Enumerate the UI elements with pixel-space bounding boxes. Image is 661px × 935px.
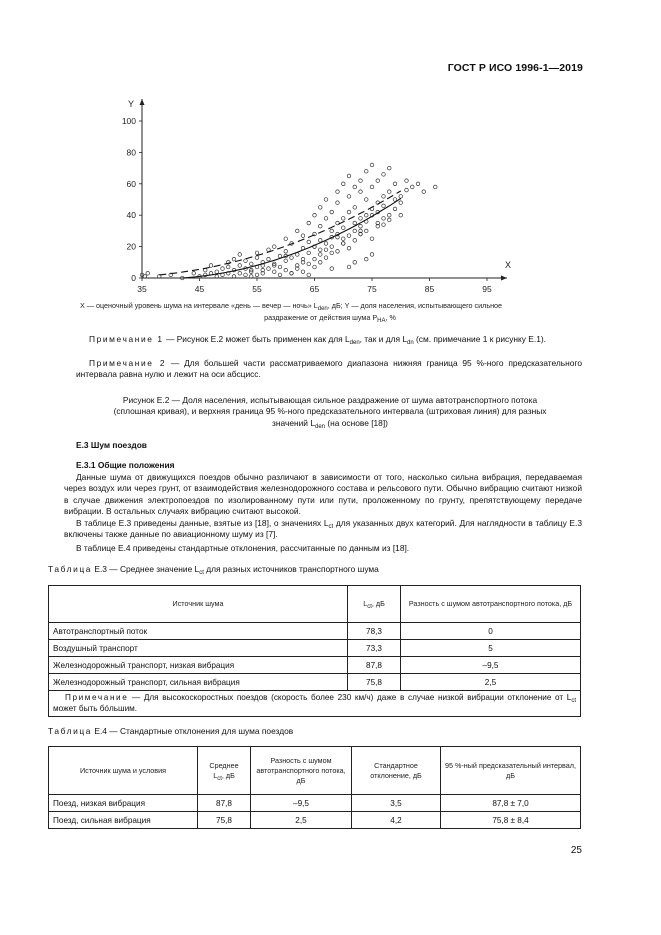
data-point: [382, 217, 386, 221]
data-point: [278, 273, 282, 277]
data-point: [341, 182, 345, 186]
data-point: [232, 257, 236, 261]
y-tick-label: 20: [126, 241, 136, 252]
data-point: [405, 179, 409, 183]
data-point: [387, 190, 391, 194]
x-tick-label: 45: [194, 284, 205, 294]
data-point: [330, 245, 334, 249]
data-point: [330, 251, 334, 255]
data-point: [364, 169, 368, 173]
figure-title: Рисунок Е.2 — Доля населения, испытывающая сильное раздражение от шума автотранспортного потока (сплошная кривая), и верхняя граница 95 %-ного предсказательного интервала (штриховая линия) для разных значений $L_{den}$ (на основе [18]): [113, 395, 547, 430]
data-point: [353, 185, 357, 189]
table-row: Поезд, низкая вибрация 87,8 –9,5 3,5 87,8 ± 7,0: [49, 795, 581, 812]
data-point: [244, 273, 248, 277]
table-row: Воздушный транспорт 73,3 5: [49, 640, 581, 657]
data-point: [399, 201, 403, 205]
data-point: [341, 237, 345, 241]
y-tick-label: 0: [131, 273, 136, 283]
data-point: [255, 256, 259, 260]
data-point: [341, 217, 345, 221]
data-point: [301, 270, 305, 274]
data-point: [278, 254, 282, 258]
data-point: [370, 253, 374, 257]
data-point: [387, 166, 391, 170]
data-point: [353, 221, 357, 225]
data-point: [376, 179, 380, 183]
figure-caption-axes: X — оценочный уровень шума на интервале «день — вечер — ночь» $L_{den}$, дБ; Y — доля населения, испытывающего сильное: [80, 301, 503, 312]
data-point: [209, 264, 213, 268]
data-point: [272, 245, 276, 249]
data-point: [353, 229, 357, 233]
data-point: [318, 261, 322, 265]
data-point: [399, 195, 403, 199]
upper-bound-curve: [159, 191, 400, 275]
data-point: [387, 218, 391, 222]
data-point: [370, 163, 374, 167]
data-point: [324, 248, 328, 252]
data-point: [382, 223, 386, 227]
x-tick-label: 85: [424, 284, 435, 294]
y-axis-arrow: [140, 99, 145, 105]
table-e3-header-source: Источник шума: [49, 586, 348, 623]
data-point: [244, 259, 248, 263]
note-1: Примечание 1 — Рисунок Е.2 может быть применен как для $L_{den}$, так и для $L_{dn}$ (см. примечание 1 к рисунку Е.1).: [89, 334, 546, 346]
data-point: [307, 221, 311, 225]
data-point: [318, 239, 322, 243]
x-tick-label: 55: [252, 284, 262, 294]
data-point: [284, 250, 288, 254]
noise-annoyance-scatter-chart: [60, 86, 520, 296]
table-e3-header-lct: $L_{ct}$, дБ: [348, 586, 401, 623]
data-point: [370, 185, 374, 189]
data-point: [347, 174, 351, 178]
data-point: [318, 224, 322, 228]
data-point: [330, 267, 334, 271]
note-2: Примечание 2 — Для большей части рассматриваемого диапазона нижняя граница 95 %-ного предсказательного интервала равна нулю и лежит на оси абсцисс.: [76, 358, 582, 380]
table-e4-header-interval: 95 %-ный предсказательный интервал, дБ: [441, 747, 581, 795]
data-point: [382, 204, 386, 208]
table-e3-header-diff: Разность с шумом автотранспортного потока, дБ: [401, 586, 581, 623]
data-point: [324, 198, 328, 202]
data-point: [313, 265, 317, 269]
data-point: [336, 190, 340, 194]
data-point: [347, 246, 351, 250]
data-point: [359, 217, 363, 221]
standard-header: ГОСТ Р ИСО 1996-1—2019: [447, 62, 583, 74]
paragraph-1: Данные шума от движущихся поездов обычно различают в зависимости от того, насколько сильна вибрация, передаваемая через воздух или через грунт, от взаимодействия железнодорожного состава и рельсового пути. Обычно вибрацию считают низкой в случае движения электропоездов по изолированному пути или пути, проложенному по грунту, препятствующему передаче вибрации. В остальных случаях вибрацию считают высокой.: [64, 472, 582, 517]
table-row: Железнодорожный транспорт, низкая вибрация 87,8 –9,5: [49, 657, 581, 674]
y-tick-label: 40: [126, 210, 136, 221]
data-point: [353, 261, 357, 265]
data-point: [238, 271, 242, 275]
table-e4-header-diff: Разность с шумом автотранспортного потока, дБ: [251, 747, 352, 795]
table-row: Поезд, сильная вибрация 75,8 2,5 4,2 75,8 ± 8,4: [49, 812, 581, 829]
data-point: [364, 229, 368, 233]
data-point: [272, 270, 276, 274]
figure-caption-axes-line2: раздражение от действия шума $P_{HA}$, %: [264, 313, 396, 324]
data-point: [364, 198, 368, 202]
data-point: [238, 264, 242, 268]
data-point: [324, 256, 328, 260]
table-e4-header-source: Источник шума и условия: [49, 747, 198, 795]
data-point: [410, 185, 414, 189]
data-point: [433, 185, 437, 189]
y-axis-label: Y: [128, 99, 135, 109]
data-point: [359, 190, 363, 194]
data-point: [347, 210, 351, 214]
data-point: [318, 253, 322, 257]
table-e4: [48, 746, 581, 829]
x-axis-arrow: [501, 276, 507, 281]
data-point: [238, 253, 242, 257]
data-point: [226, 265, 230, 269]
section-heading: Е.3 Шум поездов: [76, 440, 147, 450]
data-point: [364, 213, 368, 217]
table-row: Железнодорожный транспорт, сильная вибрация 75,8 2,5: [49, 674, 581, 691]
paragraph-3: В таблице Е.4 приведены стандартные отклонения, рассчитанные по данным из [18].: [76, 543, 410, 553]
data-point: [249, 262, 253, 266]
data-point: [307, 273, 311, 277]
table-e4-header-mean: Среднее $L_{ct}$, дБ: [198, 747, 251, 795]
data-point: [313, 213, 317, 217]
data-point: [307, 240, 311, 244]
data-point: [399, 213, 403, 217]
data-point: [330, 210, 334, 214]
data-point: [146, 271, 150, 275]
table-e3-title: Таблица Е.3 — Среднее значение $L_{ct}$ для разных источников транспортного шума: [48, 564, 379, 576]
x-tick-label: 95: [482, 284, 492, 294]
data-point: [192, 271, 196, 275]
y-tick-label: 80: [126, 147, 136, 158]
data-point: [255, 273, 259, 277]
data-point: [387, 213, 391, 217]
subsection-heading: Е.3.1 Общие положения: [76, 460, 175, 470]
data-point: [416, 182, 420, 186]
data-point: [359, 179, 363, 183]
data-point: [295, 229, 299, 233]
table-e4-title: Таблица Е.4 — Стандартные отклонения для шума поездов: [48, 726, 294, 736]
data-point: [284, 268, 288, 272]
data-point: [301, 234, 305, 238]
table-row: Автотранспортный поток 78,3 0: [49, 623, 581, 640]
data-point: [347, 234, 351, 238]
x-tick-label: 75: [367, 284, 377, 294]
x-axis-label: X: [505, 260, 512, 270]
data-point: [290, 271, 294, 275]
y-tick-label: 100: [121, 116, 136, 126]
data-point: [267, 248, 271, 252]
data-point: [307, 262, 311, 266]
data-point: [318, 206, 322, 210]
data-point: [364, 257, 368, 261]
data-point: [255, 251, 259, 255]
data-point: [330, 229, 334, 233]
data-point: [347, 265, 351, 269]
data-point: [284, 237, 288, 241]
data-point: [347, 195, 351, 199]
data-point: [215, 270, 219, 274]
data-point: [382, 195, 386, 199]
data-point: [324, 217, 328, 221]
data-point: [382, 173, 386, 177]
data-point: [336, 201, 340, 205]
data-point: [341, 226, 345, 230]
table-e3: [48, 585, 581, 717]
data-point: [290, 256, 294, 260]
data-point: [267, 267, 271, 271]
data-point: [422, 190, 426, 194]
x-tick-label: 65: [309, 284, 320, 294]
page-number: 25: [570, 845, 582, 856]
data-point: [393, 182, 397, 186]
data-point: [393, 207, 397, 211]
data-point: [359, 224, 363, 228]
data-point: [318, 248, 322, 252]
table-e3-note: Примечание — Для высокоскоростных поездов (скорость более 230 км/ч) даже в случае низкой вибрации отклонение от $L_{ct}$ может быть бóльшим.: [49, 691, 581, 717]
table-e4-header-std: Стандартное отклонение, дБ: [352, 747, 441, 795]
data-point: [353, 239, 357, 243]
data-point: [324, 242, 328, 246]
data-point: [313, 257, 317, 261]
data-point: [353, 206, 357, 210]
y-tick-label: 60: [126, 178, 136, 189]
x-tick-label: 35: [137, 284, 147, 294]
data-point: [341, 242, 345, 246]
data-point: [267, 257, 271, 261]
data-point: [284, 259, 288, 263]
data-point: [221, 267, 225, 271]
data-point: [307, 251, 311, 255]
data-point: [278, 265, 282, 269]
data-point: [370, 237, 374, 241]
data-point: [405, 188, 409, 192]
paragraph-2: В таблице Е.3 приведены данные, взятые из [18], о значениях $L_{ct}$ для указанных двух категорий. Для наглядности в таблицу Е.3 включены также данные по авиационному шуму из [7].: [64, 518, 582, 540]
data-point: [336, 250, 340, 254]
